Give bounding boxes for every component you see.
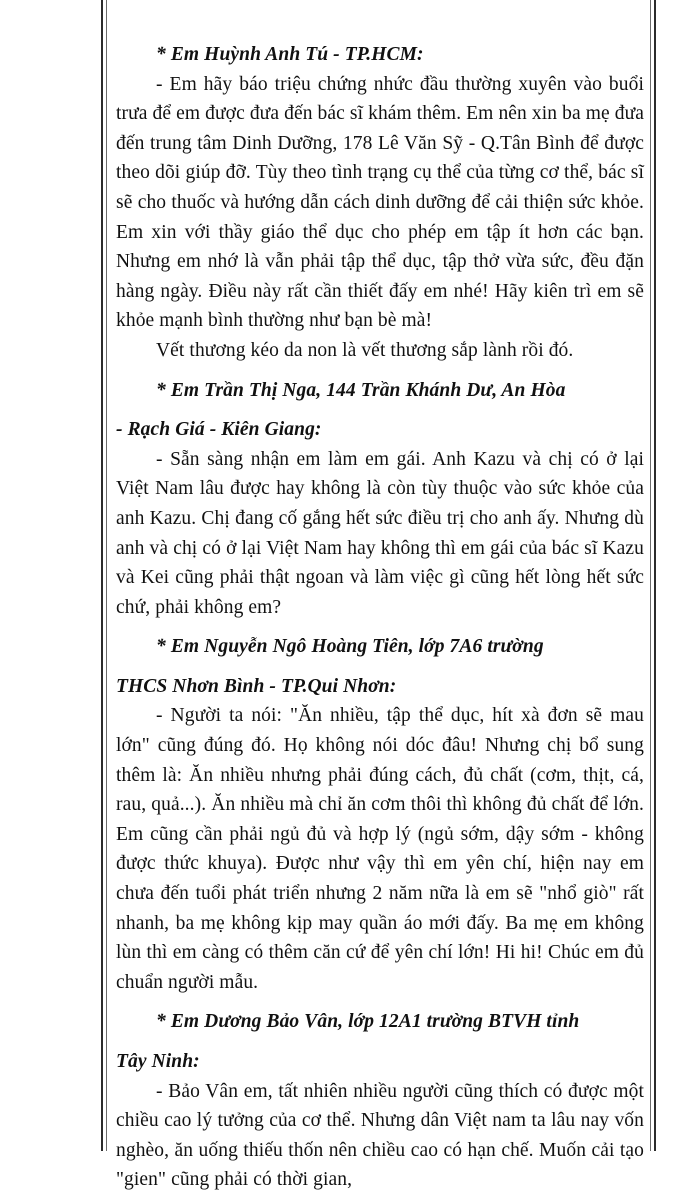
answer-paragraph-1: - Em hãy báo triệu chứng nhức đầu thường xuyên vào buổi trưa để em được đưa đến bác sĩ khám thêm. Em nên xin ba mẹ đưa đến trung tâm Dinh Dưỡng, 178 Lê Văn Sỹ - Q.Tân Bình để được theo dõi giúp đỡ. Tùy theo tình trạng cụ thể của từng cơ thể, bác sĩ sẽ cho thuốc và hướng dẫn cách dinh dưỡng để cải thiện sức khỏe. Em xin với thầy giáo thể dục cho phép em tập ít hơn các bạn. Nhưng em nhớ là vẫn phải tập thể dục, tập thở vừa sức, đều đặn hàng ngày. Điều này rất cần thiết đấy em nhé! Hãy kiên trì em sẽ khỏe mạnh bình thường như bạn bè mà! — [116, 73, 644, 332]
answer-paragraph-4: - Bảo Vân em, tất nhiên nhiều người cũng thích có được một chiều cao lý tưởng của cơ thể. Nhưng dân Việt nam ta lâu nay vốn nghèo, ăn uống thiếu thốn nên chiều cao có hạn chế. Muốn cải tạo "gien" cũng phải có thời gian, — [116, 1080, 644, 1191]
question-heading-1: * Em Huỳnh Anh Tú - TP.HCM: — [156, 44, 424, 65]
answer-note-1: Vết thương kéo da non là vết thương sắp lành rồi đó. — [156, 339, 574, 361]
page-left-border — [101, 0, 103, 1151]
question-heading-4-line2: Tây Ninh: — [116, 1051, 200, 1072]
page-right-border — [654, 0, 656, 1151]
question-heading-3-line2: THCS Nhơn Bình - TP.Qui Nhơn: — [116, 675, 397, 697]
page-text-column — [116, 40, 644, 1195]
answer-paragraph-2: - Sẵn sàng nhận em làm em gái. Anh Kazu và chị có ở lại Việt Nam lâu được hay không là còn tùy thuộc vào sức khỏe của anh Kazu. Chị đang cố gắng hết sức điều trị cho anh ấy. Nhưng dù anh và chị có ở lại Việt Nam hay không thì em gái của bác sĩ Kazu và Kei cũng phải thật ngoan và làm việc gì cũng hết lòng hết sức chứ, phải không em? — [116, 448, 644, 618]
question-heading-3-line1: * Em Nguyễn Ngô Hoàng Tiên, lớp 7A6 trường — [156, 636, 544, 658]
question-heading-2-line1: * Em Trần Thị Nga, 144 Trần Khánh Dư, An Hòa — [156, 379, 566, 401]
page-left-border-inner — [106, 0, 107, 1151]
question-heading-2-line2: - Rạch Giá - Kiên Giang: — [116, 419, 322, 441]
page-right-border-inner — [650, 0, 651, 1151]
answer-paragraph-3: - Người ta nói: "Ăn nhiều, tập thể dục, hít xà đơn sẽ mau lớn" cũng đúng đó. Họ không nói dóc đâu! Nhưng chị bổ sung thêm là: Ăn nhiều nhưng phải đúng cách, đủ chất (cơm, thịt, cá, rau, quả...). Ăn nhiều mà chỉ ăn cơm thôi thì không đủ chất để lớn. Em cũng cần phải ngủ đủ và hợp lý (ngủ sớm, dậy sớm - không được thức khuya). Được như vậy thì em yên chí, hiện nay em chưa đến tuổi phát triển nhưng 2 năm nữa là em sẽ "nhổ giò" rất nhanh, ba mẹ không kịp may quần áo mới đấy. Ba mẹ em không lùn thì em càng có thêm căn cứ để yên chí lớn! Hi hi! Chúc em đủ chuẩn người mẫu. — [116, 705, 644, 993]
question-heading-4-line1: * Em Dương Bảo Vân, lớp 12A1 trường BTVH tỉnh — [156, 1011, 580, 1033]
